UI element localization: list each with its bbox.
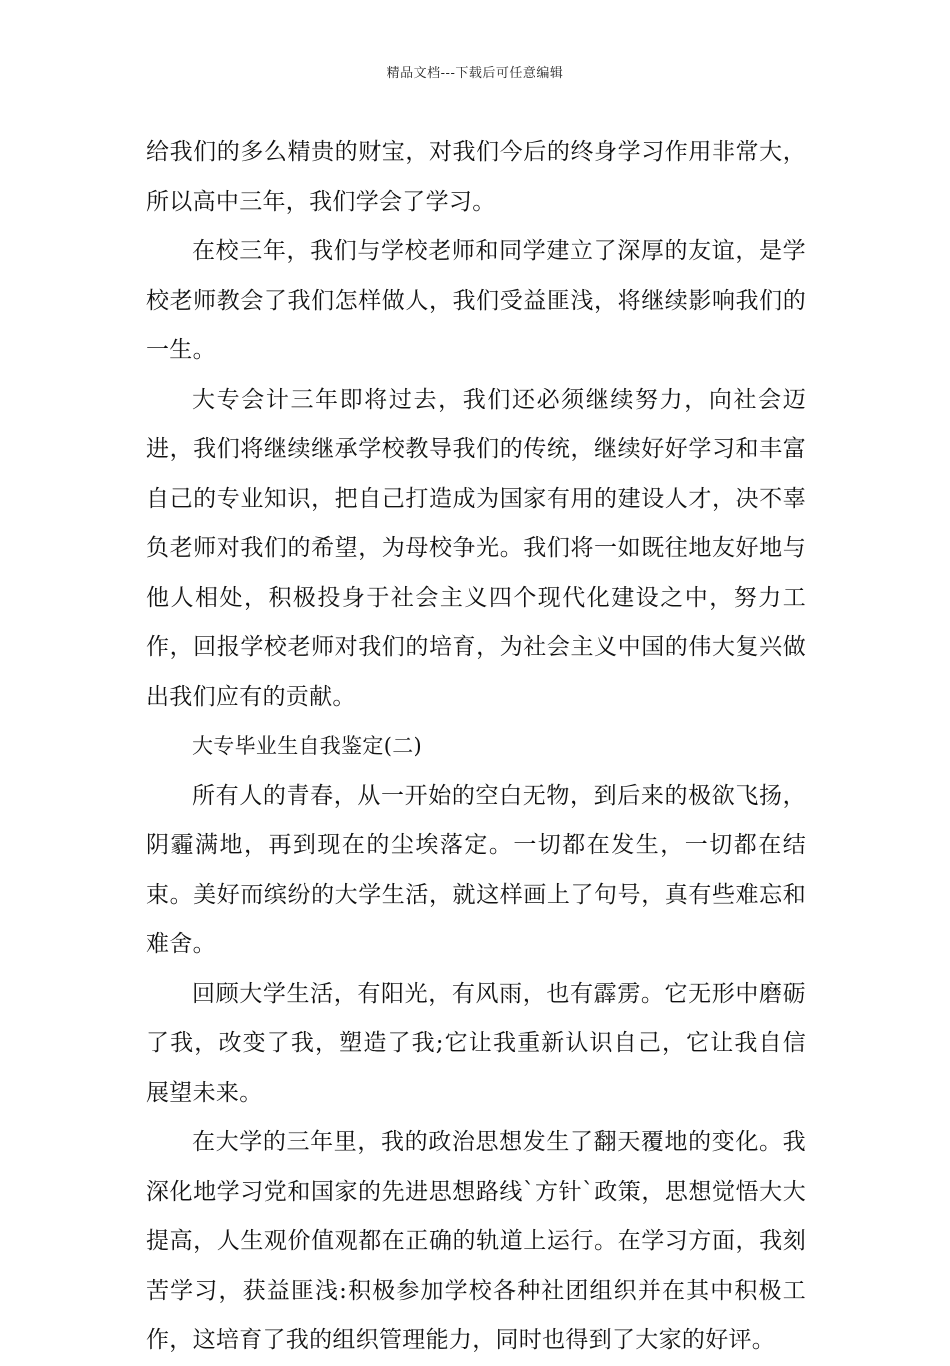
paragraph: 在大学的三年里，我的政治思想发生了翻天覆地的变化。我深化地学习党和国家的先进思想路线`方针`政策，思想觉悟大大提高，人生观价值观都在正确的轨道上运行。在学习方面，我刻苦学习，获益匪浅:积极参加学校各种社团组织并在其中积极工作，这培育了我的组织管理能力，同时也得到了大家的好评。 [146, 1129, 806, 1353]
paragraph: 给我们的多么精贵的财宝，对我们今后的终身学习作用非常大，所以高中三年，我们学会了学习。 [146, 139, 806, 215]
document-body [146, 128, 806, 1366]
paragraph: 大专会计三年即将过去，我们还必须继续努力，向社会迈进，我们将继续继承学校教导我们的传统，继续好好学习和丰富自己的专业知识，把自己打造成为国家有用的建设人才，决不辜负老师对我们的希望，为母校争光。我们将一如既往地友好地与他人相处，积极投身于社会主义四个现代化建设之中，努力工作，回报学校老师对我们的培育，为社会主义中国的伟大复兴做出我们应有的贡献。 [146, 386, 806, 710]
paragraph: 所有人的青春，从一开始的空白无物，到后来的极欲飞扬，阴霾满地，再到现在的尘埃落定。一切都在发生，一切都在结束。美好而缤纷的大学生活，就这样画上了句号，真有些难忘和难舍。 [146, 782, 806, 957]
section-heading: 大专毕业生自我鉴定(二) [192, 734, 422, 758]
paragraph: 在校三年，我们与学校老师和同学建立了深厚的友谊，是学校老师教会了我们怎样做人，我们受益匪浅，将继续影响我们的一生。 [146, 238, 806, 363]
paragraph: 回顾大学生活，有阳光，有风雨，也有霹雳。它无形中磨砺了我，改变了我，塑造了我;它让我重新认识自己，它让我自信展望未来。 [146, 980, 806, 1106]
page-header: 精品文档---下载后可任意编辑 [386, 66, 564, 81]
